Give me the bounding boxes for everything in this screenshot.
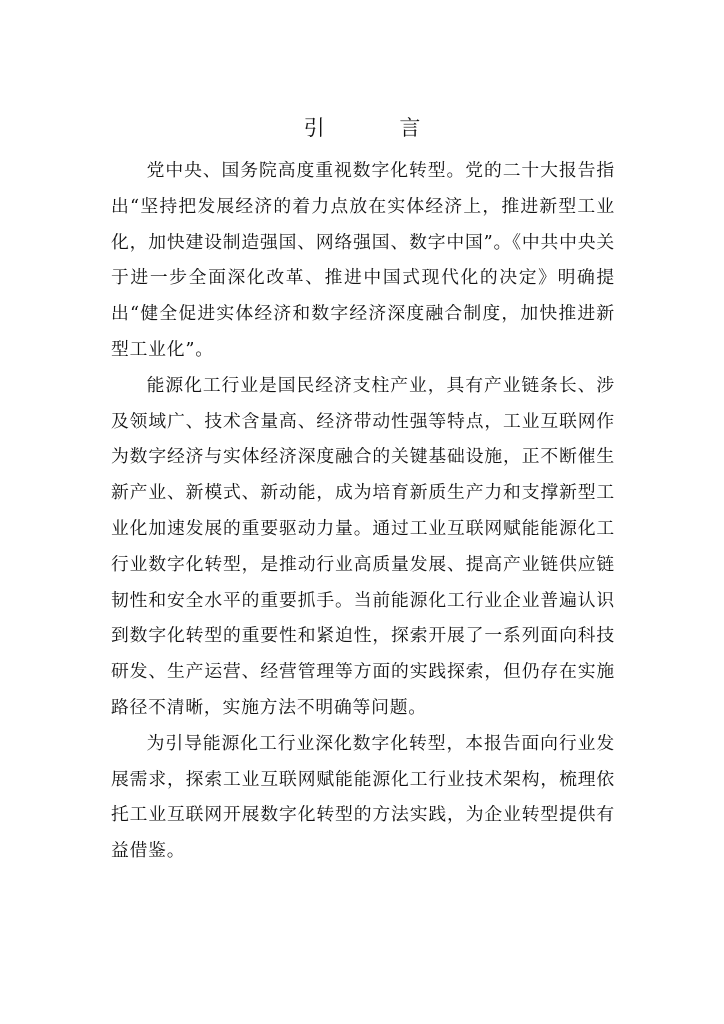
paragraph: 党中央、国务院高度重视数字化转型。党的二十大报告指出“坚持把发展经济的着力点放在实体经济上，推进新型工业化，加快建设制造强国、网络强国、数字中国”。《中共中央关于进一步全面深化改革、推进中国式现代化的决定》明确提出“健全促进实体经济和数字经济深度融合制度，加快推进新型工业化”。 (111, 160, 615, 360)
paragraph: 为引导能源化工行业深化数字化转型，本报告面向行业发展需求，探索工业互联网赋能能源化工行业技术架构，梳理依托工业互联网开展数字化转型的方法实践，为企业转型提供有益借鉴。 (111, 732, 615, 862)
page-title: 引 言 (303, 116, 455, 141)
body-text (111, 153, 615, 869)
paragraph: 能源化工行业是国民经济支柱产业，具有产业链条长、涉及领域广、技术含量高、经济带动性强等特点，工业互联网作为数字经济与实体经济深度融合的关键基础设施，正不断催生新产业、新模式、新动能，成为培育新质生产力和支撑新型工业化加速发展的重要驱动力量。通过工业互联网赋能能源化工行业数字化转型，是推动行业高质量发展、提高产业链供应链韧性和安全水平的重要抓手。当前能源化工行业企业普遍认识到数字化转型的重要性和紧迫性，探索开展了一系列面向科技研发、生产运营、经营管理等方面的实践探索，但仍存在实施路径不清晰，实施方法不明确等问题。 (111, 374, 615, 718)
